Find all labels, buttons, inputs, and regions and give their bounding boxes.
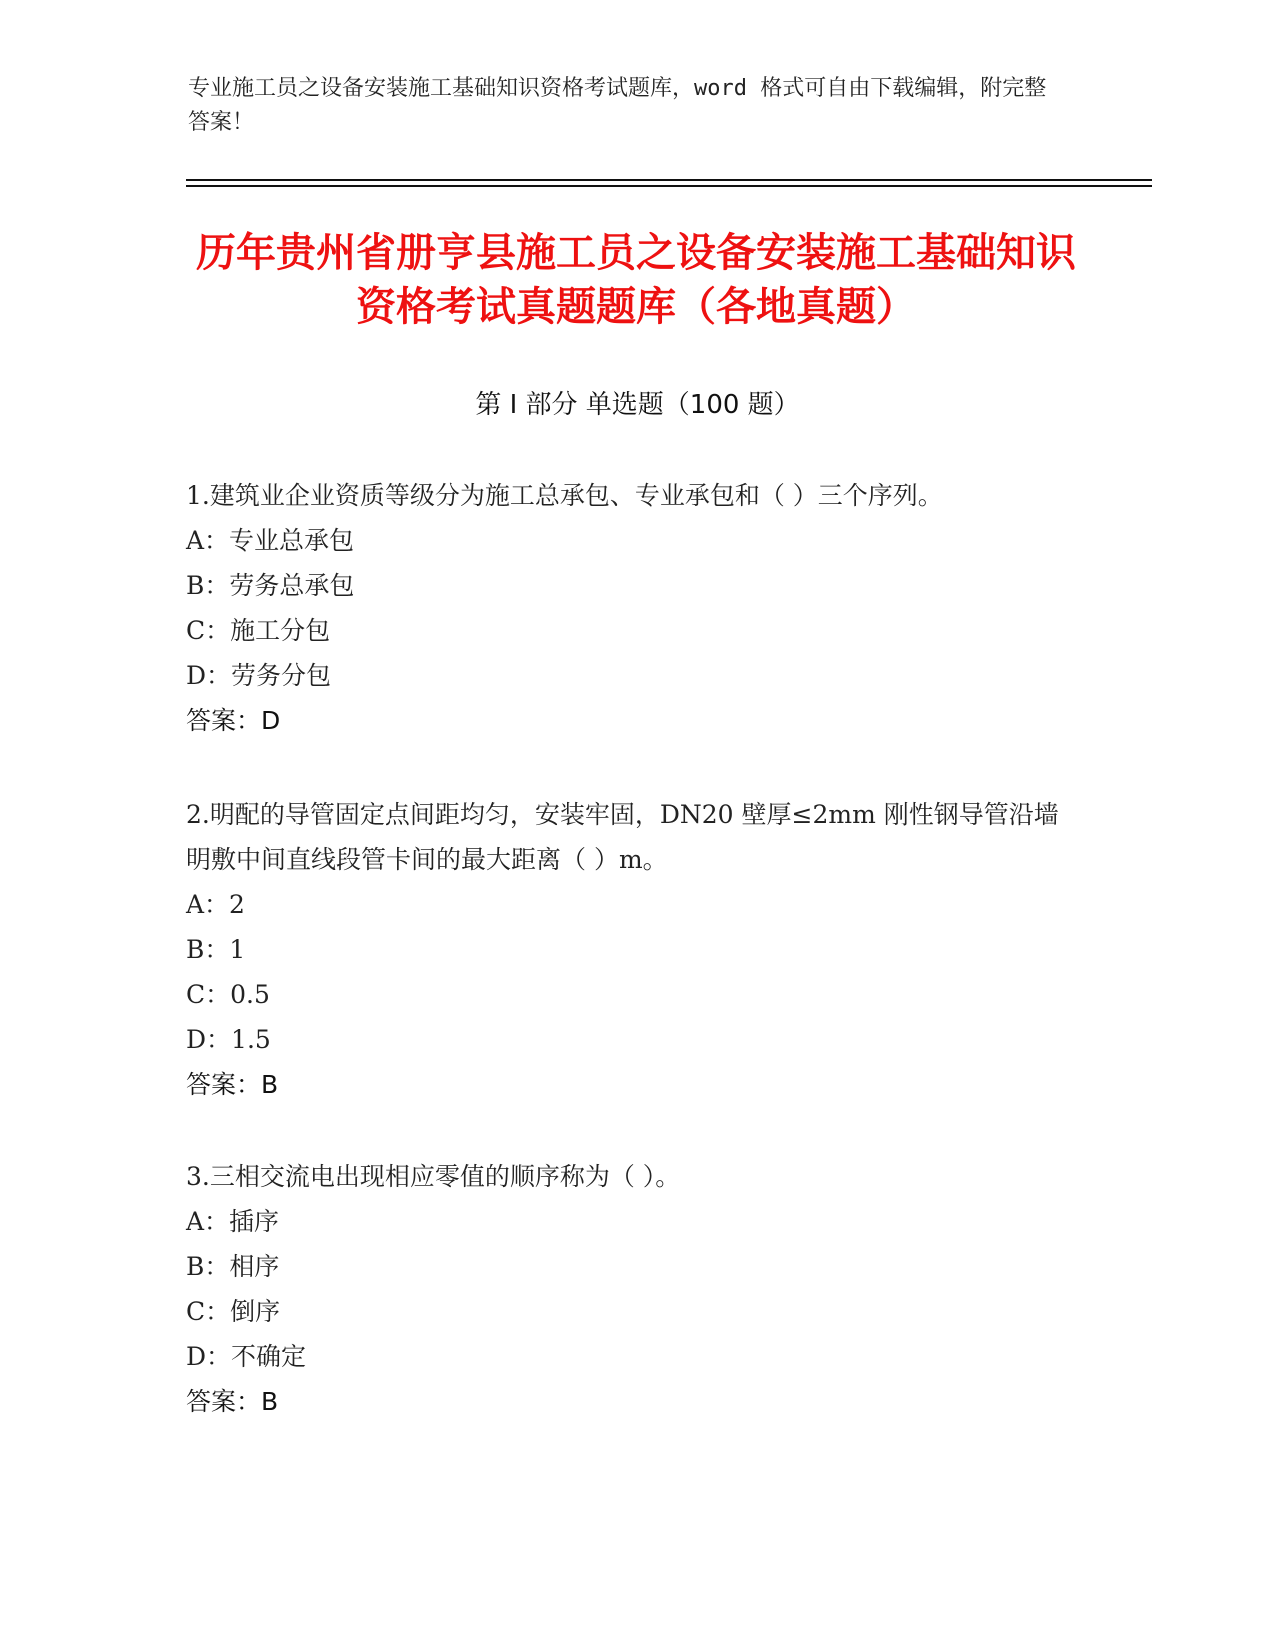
answer: 答案：D: [186, 706, 281, 735]
section-heading: 第 I 部分 单选题（100 题）: [475, 390, 800, 420]
answer: 答案：B: [186, 1387, 279, 1416]
question-block: [186, 1154, 1066, 1424]
question-block: [186, 792, 1066, 1107]
option-a: A：2: [186, 890, 245, 919]
header-note: 专业施工员之设备安装施工基础知识资格考试题库，word 格式可自由下载编辑，附完整答案！: [188, 76, 1047, 135]
header-divider-bottom: [186, 185, 1152, 187]
option-d: D：不确定: [186, 1342, 307, 1371]
question-stem: 2.明配的导管固定点间距均匀，安装牢固，DN20 壁厚≤2mm 刚性钢导管沿墙明敷中间直线段管卡间的最大距离（ ）m。: [186, 800, 1059, 874]
option-c: C：倒序: [186, 1297, 281, 1326]
answer: 答案：B: [186, 1070, 279, 1099]
option-c: C：0.5: [186, 980, 270, 1009]
option-b: B：劳务总承包: [186, 571, 355, 600]
option-b: B：1: [186, 935, 246, 964]
question-stem: 1.建筑业企业资质等级分为施工总承包、专业承包和（ ）三个序列。: [186, 481, 943, 510]
option-a: A：专业总承包: [186, 526, 355, 555]
option-d: D：劳务分包: [186, 661, 332, 690]
option-c: C：施工分包: [186, 616, 331, 645]
option-d: D：1.5: [186, 1025, 271, 1054]
option-a: A：插序: [186, 1207, 280, 1236]
question-stem: 3.三相交流电出现相应零值的顺序称为（ ）。: [186, 1162, 681, 1191]
option-b: B：相序: [186, 1252, 280, 1281]
header-divider-top: [186, 179, 1152, 181]
question-block: [186, 473, 1066, 743]
document-title: 历年贵州省册亨县施工员之设备安装施工基础知识资格考试真题题库（各地真题）: [196, 230, 1076, 330]
